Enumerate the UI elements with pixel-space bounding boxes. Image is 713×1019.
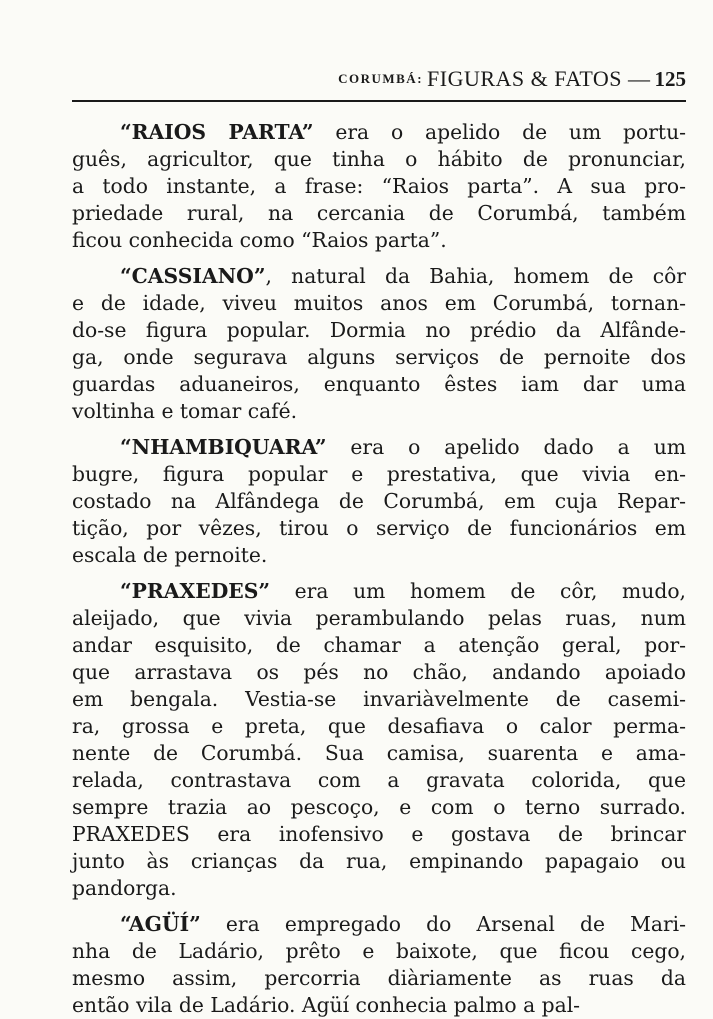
line-text: priedade rural, na cercania de Corumbá, também (72, 201, 686, 225)
text-line (72, 965, 686, 992)
paragraph (72, 434, 686, 569)
entry-name: “PRAXEDES” (120, 579, 271, 603)
line-text: andar esquisito, de chamar a atenção geral, por- (72, 633, 686, 657)
paragraph-gap (72, 254, 686, 263)
line-text: era um homem de côr, mudo, (270, 579, 686, 603)
text-line (72, 686, 686, 713)
line-text: nente de Corumbá. Sua camisa, suarenta e ama- (72, 741, 686, 765)
text-line (72, 632, 686, 659)
text-line (72, 542, 686, 569)
page-number: 125 (654, 67, 686, 91)
text-line (72, 515, 686, 542)
text-line (72, 938, 686, 965)
line-text: relada, contrastava com a gravata colorida, que (72, 768, 686, 792)
text-line (72, 767, 686, 794)
entry-name: “RAIOS PARTA” (120, 120, 314, 144)
line-text: era o apelido de um portu- (313, 120, 686, 144)
text-line (72, 317, 686, 344)
line-text: então vila de Ladário. Agüí conhecia palmo a pal- (72, 993, 581, 1017)
line-text: PRAXEDES era inofensivo e gostava de brincar (72, 822, 686, 846)
line-text: guardas aduaneiros, enquanto êstes iam dar uma (72, 372, 686, 396)
line-text: mesmo assim, percorria diàriamente as ruas da (72, 966, 686, 990)
text-line (72, 398, 686, 425)
text-line (72, 290, 686, 317)
line-text: aleijado, que vivia perambulando pelas ruas, num (72, 606, 686, 630)
line-text: sempre trazia ao pescoço, e com o terno surrado. (72, 795, 686, 819)
text-line (72, 659, 686, 686)
header-title: FIGURAS & FATOS — (427, 66, 651, 91)
entry-name: “CASSIANO” (120, 264, 266, 288)
paragraph-gap (72, 569, 686, 578)
line-text: nha de Ladário, prêto e baixote, que ficou cego, (72, 939, 686, 963)
line-text: do-se figura popular. Dormia no prédio da Alfânde- (72, 318, 686, 342)
line-text: ficou conhecida como “Raios parta”. (72, 228, 447, 252)
text-line (72, 713, 686, 740)
text-line (72, 875, 686, 902)
text-line (72, 119, 686, 146)
line-text: que arrastava os pés no chão, andando apoiado (72, 660, 686, 684)
line-text: guês, agricultor, que tinha o hábito de pronunciar, (72, 147, 686, 171)
entry-name: “AGÜÍ” (120, 912, 201, 936)
paragraph (72, 263, 686, 425)
line-text: era o apelido dado a um (326, 435, 686, 459)
text-line (72, 794, 686, 821)
text-line (72, 992, 686, 1019)
line-text: tição, por vêzes, tirou o serviço de funcionários em (72, 516, 686, 540)
line-text: voltinha e tomar café. (72, 399, 298, 423)
line-text: em bengala. Vestia-se invariàvelmente de casemi- (72, 687, 686, 711)
text-line (72, 821, 686, 848)
paragraph (72, 578, 686, 902)
paragraph-gap (72, 425, 686, 434)
text-line (72, 227, 686, 254)
header-city: CORUMBÁ: (338, 71, 424, 86)
line-text: era empregado do Arsenal de Mari- (200, 912, 686, 936)
text-line (72, 605, 686, 632)
line-text: , natural da Bahia, homem de côr (265, 264, 686, 288)
text-line (72, 371, 686, 398)
line-text: ra, grossa e preta, que desafiava o calor perma- (72, 714, 686, 738)
line-text: junto às crianças da rua, empinando papagaio ou (72, 849, 686, 873)
header-rule (72, 100, 686, 102)
text-line (72, 578, 686, 605)
paragraph-gap (72, 902, 686, 911)
text-line (72, 344, 686, 371)
text-line (72, 173, 686, 200)
line-text: pandorga. (72, 876, 177, 900)
line-text: ga, onde segurava alguns serviços de pernoite dos (72, 345, 686, 369)
text-line (72, 434, 686, 461)
running-head (72, 66, 686, 100)
line-text: a todo instante, a frase: “Raios parta”. A sua pro- (72, 174, 686, 198)
text-line (72, 488, 686, 515)
line-text: escala de pernoite. (72, 543, 268, 567)
paragraph (72, 119, 686, 254)
text-line (72, 740, 686, 767)
line-text: bugre, figura popular e prestativa, que vivia en- (72, 462, 686, 486)
text-line (72, 263, 686, 290)
line-text: e de idade, viveu muitos anos em Corumbá, tornan- (72, 291, 686, 315)
text-line (72, 848, 686, 875)
paragraph (72, 911, 686, 1019)
text-line (72, 146, 686, 173)
line-text: costado na Alfândega de Corumbá, em cuja Repar- (72, 489, 686, 513)
text-line (72, 461, 686, 488)
body-text (72, 119, 686, 1019)
text-line (72, 200, 686, 227)
text-line (72, 911, 686, 938)
entry-name: “NHAMBIQUARA” (120, 435, 327, 459)
